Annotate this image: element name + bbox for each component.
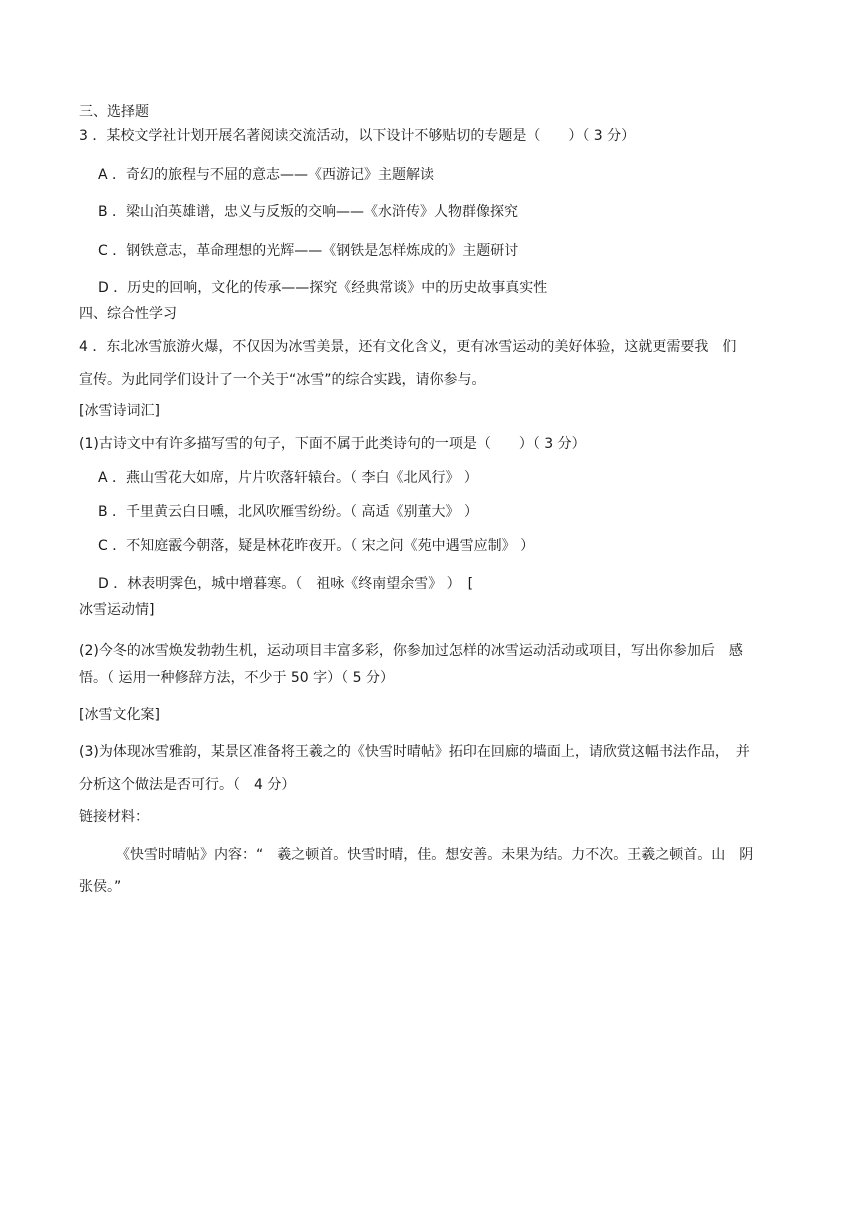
part-3-question-line2: 分析这个做法是否可行。（ 4 分） bbox=[79, 777, 296, 793]
question-3-option-a: A ．奇幻的旅程与不屈的意志——《西游记》主题解读 bbox=[98, 167, 435, 183]
part-1-question: (1)古诗文中有许多描写雪的句子，下面不属于此类诗句的一项是（ ）（ 3 分） bbox=[79, 436, 586, 452]
material-label: 链接材料： bbox=[79, 809, 149, 825]
section-4-heading: 四、综合性学习 bbox=[79, 306, 177, 322]
part-3-label: [冰雪文化案] bbox=[79, 707, 160, 723]
material-line2: 张侯。” bbox=[79, 879, 122, 895]
question-4-stem-line2: 宣传。为此同学们设计了一个关于“冰雪”的综合实践，请你参与。 bbox=[79, 372, 486, 388]
part-1-label: [冰雪诗词汇] bbox=[79, 403, 160, 419]
part-3-question-line1: (3)为体现冰雪雅韵，某景区准备将王羲之的《快雪时晴帖》拓印在回廊的墙面上，请欣赏这幅书法作品， 并 bbox=[79, 744, 750, 760]
question-4-stem-line1: 4 ．东北冰雪旅游火爆，不仅因为冰雪美景，还有文化含义，更有冰雪运动的美好体验，这就更需要我 们 bbox=[79, 339, 737, 355]
part-1-option-b: B ．千里黄云白日曛，北风吹雁雪纷纷。（ 高适《别董大》 ） bbox=[98, 504, 478, 520]
question-3-stem: 3 ．某校文学社计划开展名著阅读交流活动，以下设计不够贴切的专题是（ ）（ 3 分） bbox=[79, 128, 636, 144]
question-3-option-c: C ．钢铁意志，革命理想的光辉——《钢铁是怎样炼成的》主题研讨 bbox=[98, 243, 519, 259]
part-2-question-line2: 悟。（ 运用一种修辞方法，不少于 50 字）（ 5 分） bbox=[79, 670, 394, 686]
part-1-option-c: C ．不知庭霰今朝落，疑是林花昨夜开。（ 宋之问《苑中遇雪应制》 ） bbox=[98, 538, 535, 554]
question-3-option-b: B ．梁山泊英雄谱，忠义与反叛的交响——《水浒传》人物群像探究 bbox=[98, 204, 519, 220]
part-2-label: 冰雪运动情] bbox=[79, 602, 155, 618]
question-3-option-d: D ．历史的回响，文化的传承——探究《经典常谈》中的历史故事真实性 bbox=[98, 280, 548, 296]
part-2-question-line1: (2)今冬的冰雪焕发勃勃生机，运动项目丰富多彩，你参加过怎样的冰雪运动活动或项目，写出你参加后 感 bbox=[79, 643, 743, 659]
part-1-option-a: A ．燕山雪花大如席，片片吹落轩辕台。（ 李白《北风行》 ） bbox=[98, 470, 478, 486]
section-3-heading: 三、选择题 bbox=[79, 104, 149, 120]
material-line1: 《快雪时晴帖》内容：“ 羲之顿首。快雪时晴，佳。想安善。未果为结。力不次。王羲之顿首。山 阴 bbox=[116, 847, 754, 863]
part-1-option-d: D ．林表明霁色，城中增暮寒。（ 祖咏《终南望余雪》 ） [ bbox=[98, 576, 474, 592]
